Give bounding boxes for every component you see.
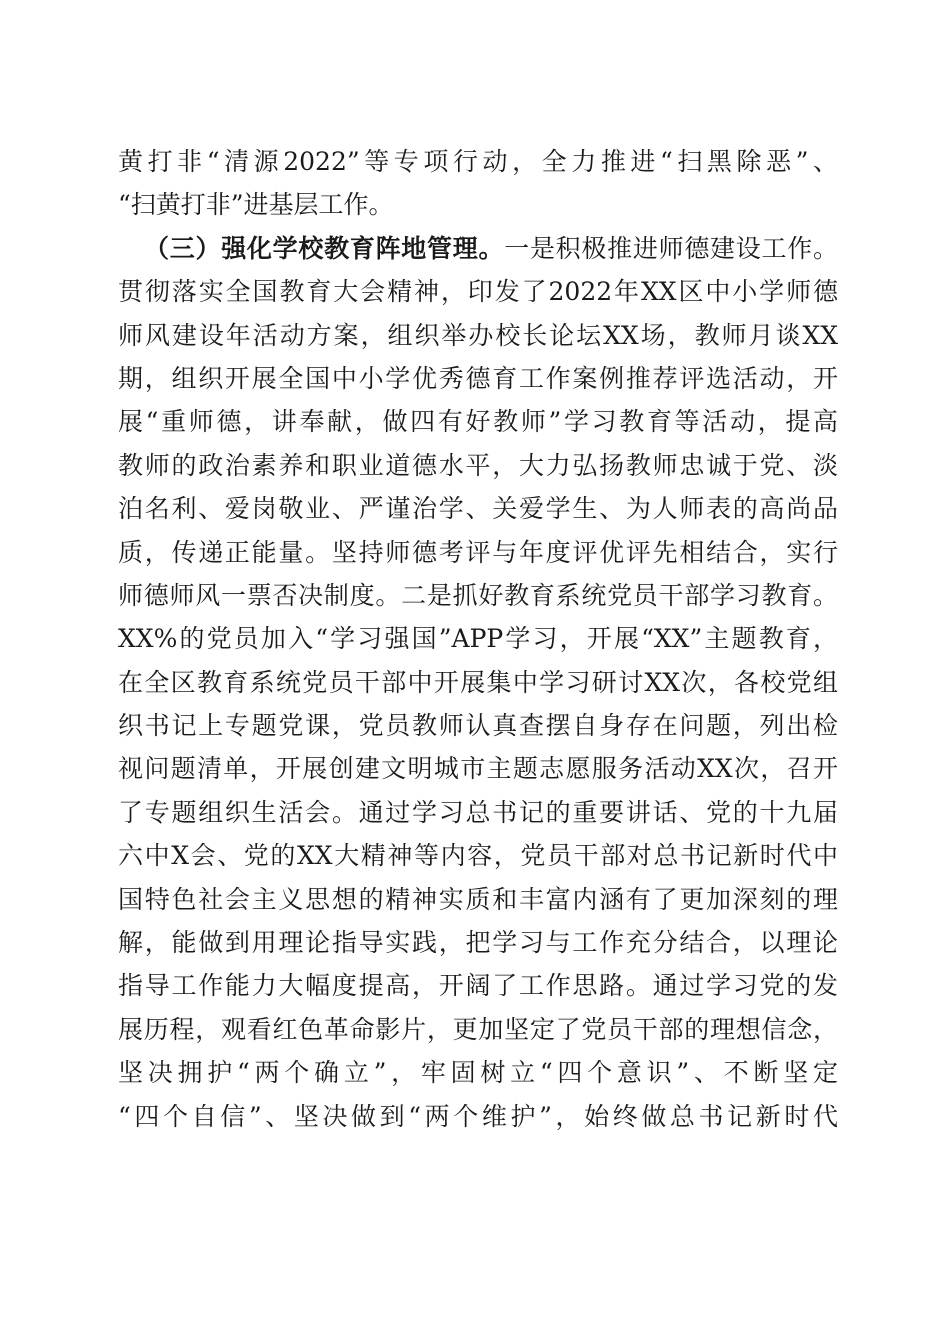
- text-line: 指导工作能力大幅度提高，开阔了工作思路。通过学习党的发: [118, 971, 838, 1001]
- text-line: 师风建设年活动方案，组织举办校长论坛XX场，教师月谈XX: [118, 320, 838, 350]
- text-line: 国特色社会主义思想的精神实质和丰富内涵有了更加深刻的理: [118, 884, 838, 914]
- document-body: [118, 140, 838, 1138]
- section-heading-line: [118, 227, 838, 270]
- text-line: “四个自信”、坚决做到“两个维护”，始终做总书记新时代: [118, 1101, 838, 1131]
- text-line: 期，组织开展全国中小学优秀德育工作案例推荐评选活动，开: [118, 363, 838, 393]
- section-heading: （三）强化学校教育阵地管理。: [144, 233, 505, 263]
- text-line: 黄打非“清源2022”等专项行动，全力推进“扫黑除恶”、: [118, 147, 838, 176]
- text-line: 展历程，观看红色革命影片，更加坚定了党员干部的理想信念，: [118, 1014, 838, 1044]
- text-line: 六中X会、党的XX大精神等内容，党员干部对总书记新时代中: [118, 841, 838, 871]
- text-line: 贯彻落实全国教育大会精神，印发了2022年XX区中小学师德: [118, 277, 838, 307]
- text-line: 视问题清单，开展创建文明城市主题志愿服务活动XX次，召开: [118, 754, 838, 784]
- section-heading-rest: 一是积极推进师德建设工作。: [504, 233, 838, 263]
- text-line: XX%的党员加入“学习强国”APP学习，开展“XX”主题教育，: [118, 624, 838, 654]
- text-line: 泊名利、爱岗敬业、严谨治学、关爱学生、为人师表的高尚品: [118, 494, 838, 524]
- text-line: 教师的政治素养和职业道德水平，大力弘扬教师忠诚于党、淡: [118, 450, 838, 480]
- text-line: 解，能做到用理论指导实践，把学习与工作充分结合，以理论: [118, 928, 838, 958]
- text-line: 展“重师德，讲奉献，做四有好教师”学习教育等活动，提高: [118, 407, 838, 437]
- text-line: 质，传递正能量。坚持师德考评与年度评优评先相结合，实行: [118, 537, 838, 567]
- text-line: 坚决拥护“两个确立”，牢固树立“四个意识”、不断坚定: [118, 1058, 838, 1088]
- text-line: 了专题组织生活会。通过学习总书记的重要讲话、党的十九届: [118, 797, 838, 827]
- text-line: “扫黄打非”进基层工作。: [118, 190, 394, 220]
- text-line: 在全区教育系统党员干部中开展集中学习研讨XX次，各校党组: [118, 667, 838, 697]
- text-line: 织书记上专题党课，党员教师认真查摆自身存在问题，列出检: [118, 711, 838, 741]
- text-line: 师德师风一票否决制度。二是抓好教育系统党员干部学习教育。: [118, 580, 838, 610]
